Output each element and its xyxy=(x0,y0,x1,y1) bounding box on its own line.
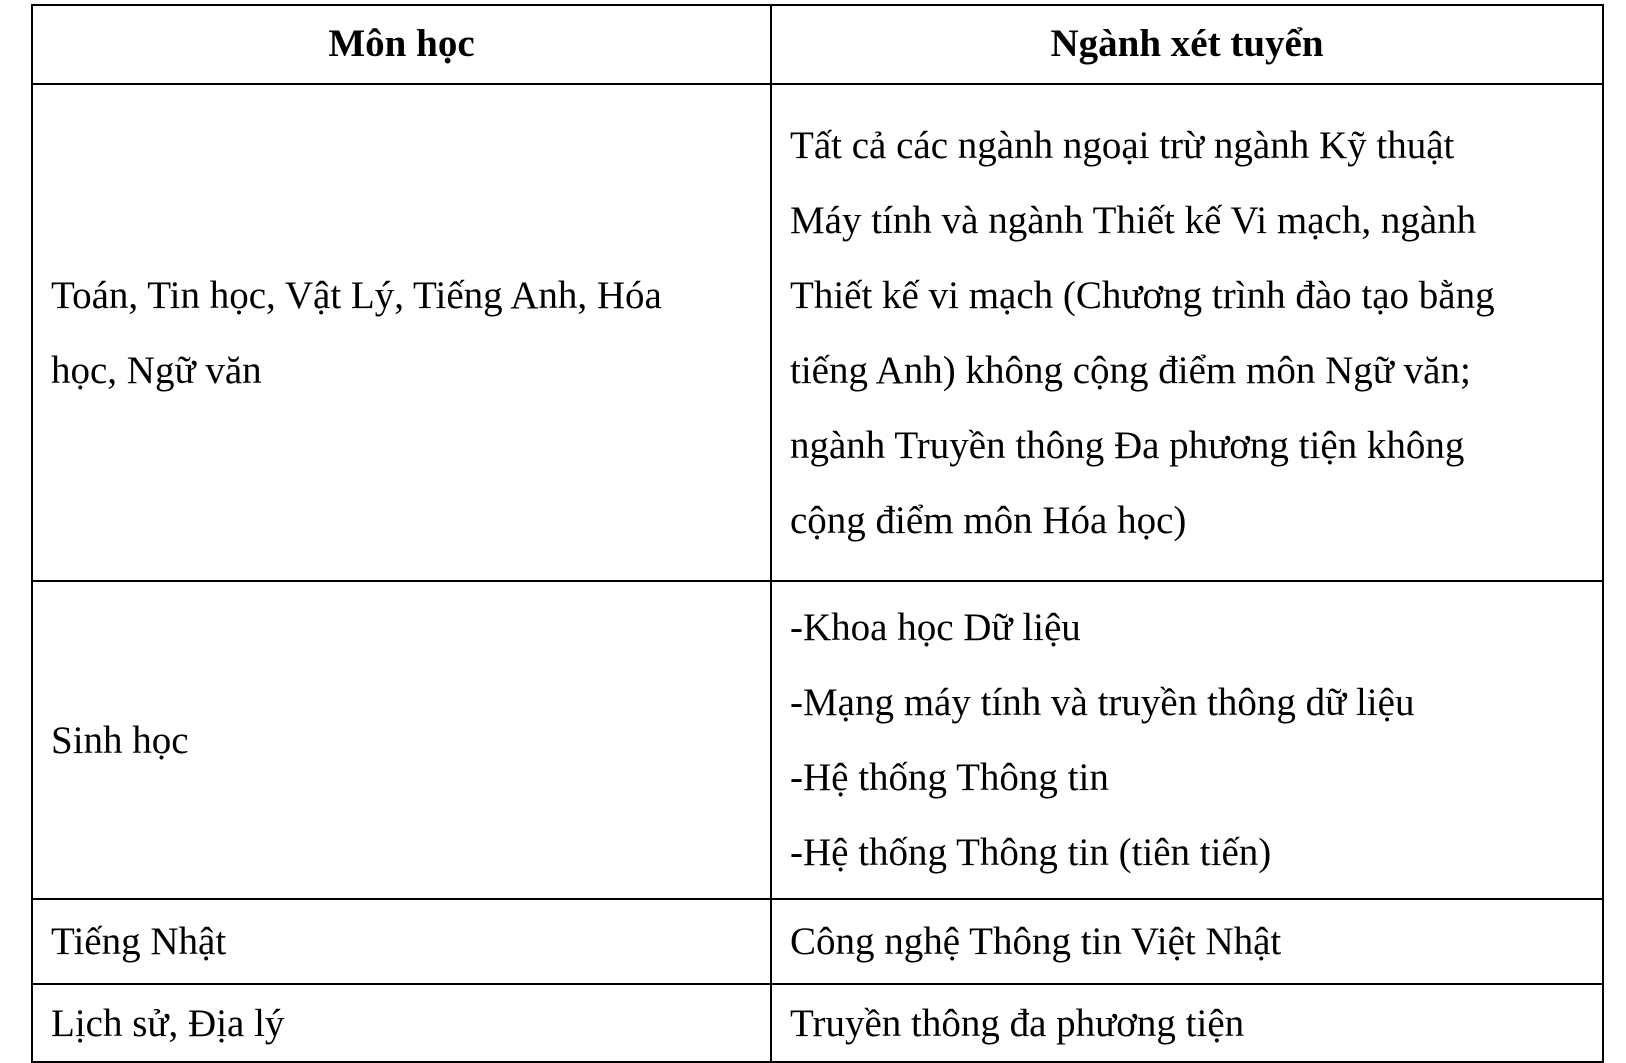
major-cell xyxy=(771,84,1603,581)
major-cell xyxy=(771,899,1603,984)
subject-line: Lịch sử, Địa lý xyxy=(51,1001,285,1045)
table-row xyxy=(32,581,1603,899)
major-cell xyxy=(771,984,1603,1062)
subject-line: Toán, Tin học, Vật Lý, Tiếng Anh, Hóa xyxy=(51,273,662,317)
major-line: tiếng Anh) không cộng điểm môn Ngữ văn; xyxy=(790,348,1471,392)
table-row xyxy=(32,84,1603,581)
subject-cell xyxy=(32,899,771,984)
major-line: Thiết kế vi mạch (Chương trình đào tạo bằng xyxy=(790,273,1495,317)
header-subject: Môn học xyxy=(32,5,771,84)
table-header-row xyxy=(32,5,1603,84)
major-line: -Khoa học Dữ liệu xyxy=(790,606,1081,649)
major-line: Máy tính và ngành Thiết kế Vi mạch, ngành xyxy=(790,198,1477,242)
subject-cell xyxy=(32,984,771,1062)
major-line: Công nghệ Thông tin Việt Nhật xyxy=(790,920,1282,963)
major-line: -Hệ thống Thông tin xyxy=(790,756,1109,799)
major-line: cộng điểm môn Hóa học) xyxy=(790,498,1187,542)
subject-cell xyxy=(32,581,771,899)
admission-subjects-table xyxy=(31,4,1604,1063)
table-row xyxy=(32,899,1603,984)
major-line: Truyền thông đa phương tiện xyxy=(790,1001,1245,1045)
subject-line: Tiếng Nhật xyxy=(51,920,227,963)
subject-cell xyxy=(32,84,771,581)
subject-line: học, Ngữ văn xyxy=(51,348,262,392)
subject-line: Sinh học xyxy=(51,718,189,762)
major-line: Tất cả các ngành ngoại trừ ngành Kỹ thuật xyxy=(790,123,1455,167)
major-cell xyxy=(771,581,1603,899)
major-line: -Hệ thống Thông tin (tiên tiến) xyxy=(790,831,1272,874)
major-line: ngành Truyền thông Đa phương tiện không xyxy=(790,423,1465,467)
header-major: Ngành xét tuyển xyxy=(771,5,1603,84)
major-line: -Mạng máy tính và truyền thông dữ liệu xyxy=(790,681,1415,724)
table-row xyxy=(32,984,1603,1062)
